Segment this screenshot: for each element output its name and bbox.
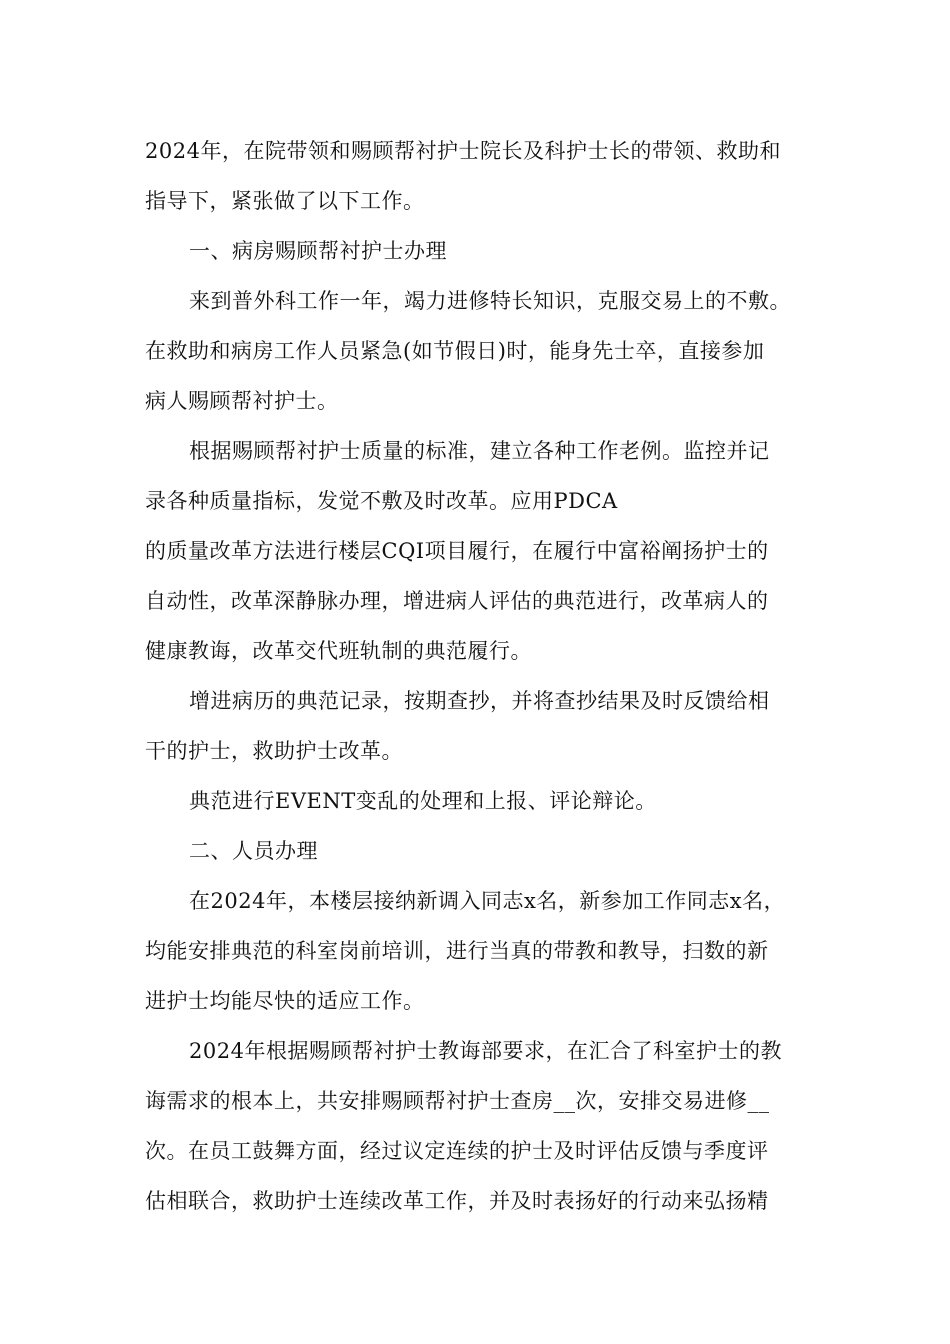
text-line: 2024年根据赐顾帮衬护士教诲部要求，在汇合了科室护士的教	[189, 1039, 782, 1063]
text-line: 在2024年，本楼层接纳新调入同志x名，新参加工作同志x名，	[189, 889, 786, 913]
text-line: 次。在员工鼓舞方面，经过议定连续的护士及时评估反馈与季度评	[145, 1139, 769, 1163]
text-line: 2024年，在院带领和赐顾帮衬护士院长及科护士长的带领、救助和	[145, 139, 781, 163]
section-heading: 一、病房赐顾帮衬护士办理	[189, 239, 447, 263]
text-line: 估相联合，救助护士连续改革工作，并及时表扬好的行动来弘扬精	[145, 1189, 769, 1213]
text-line: 的质量改革方法进行楼层CQI项目履行，在履行中富裕阐扬护士的	[145, 539, 769, 563]
text-line: 指导下，紧张做了以下工作。	[145, 189, 425, 213]
text-line: 典范进行EVENT变乱的处理和上报、评论辩论。	[189, 789, 657, 813]
text-line: 根据赐顾帮衬护士质量的标准，建立各种工作老例。监控并记	[189, 439, 770, 463]
text-line: 自动性，改革深静脉办理，增进病人评估的典范进行，改革病人的	[145, 589, 769, 613]
text-line: 进护士均能尽快的适应工作。	[145, 989, 425, 1013]
text-line: 在救助和病房工作人员紧急(如节假日)时，能身先士卒，直接参加	[145, 339, 765, 363]
text-line: 健康教诲，改革交代班轨制的典范履行。	[145, 639, 532, 663]
text-line: 诲需求的根本上，共安排赐顾帮衬护士查房__次，安排交易进修__	[145, 1089, 770, 1113]
text-line: 录各种质量指标，发觉不敷及时改革。应用PDCA	[145, 489, 618, 513]
text-line: 病人赐顾帮衬护士。	[145, 389, 339, 413]
text-line: 来到普外科工作一年，竭力进修特长知识，克服交易上的不敷。	[189, 289, 791, 313]
text-line: 均能安排典范的科室岗前培训，进行当真的带教和教导，扫数的新	[145, 939, 769, 963]
text-line: 干的护士，救助护士改革。	[145, 739, 403, 763]
text-line: 增进病历的典范记录，按期查抄，并将查抄结果及时反馈给相	[189, 689, 770, 713]
section-heading: 二、人员办理	[189, 839, 318, 863]
